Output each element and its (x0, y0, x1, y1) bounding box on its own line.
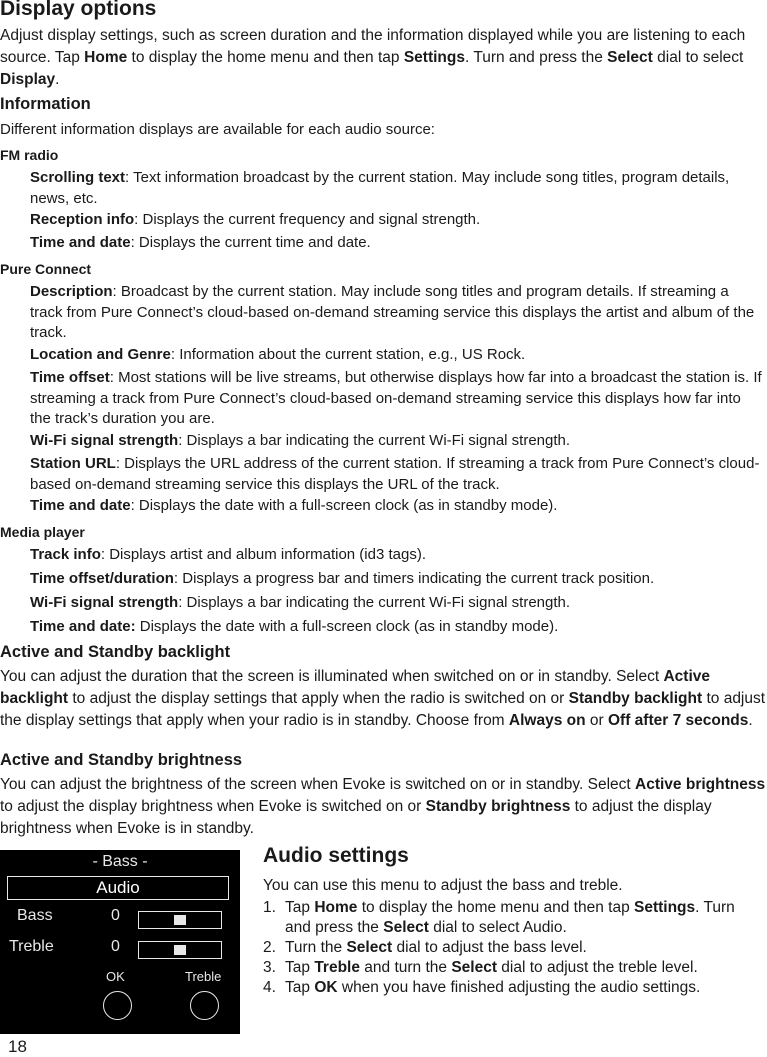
list-item: Location and Genre: Information about the current station, e.g., US Rock. (30, 346, 526, 363)
screen-bass-value: 0 (111, 907, 120, 924)
page-title: Display options (0, 0, 157, 20)
audio-settings-heading: Audio settings (263, 844, 409, 867)
screen-selected-item: Audio (7, 876, 229, 900)
screen-treble-value: 0 (111, 938, 120, 955)
list-item: 1. Tap Home to display the home menu and then tap Settings. Turn and press the Select dial to select Audio. (263, 899, 735, 936)
list-item: Time and date: Displays the date with a full-screen clock (as in standby mode). (30, 497, 558, 514)
information-text: Different information displays are available for each audio source: (0, 121, 435, 138)
screen-left-button-icon (103, 991, 132, 1020)
screen-treble-bar (138, 941, 222, 959)
screen-bass-label: Bass (17, 907, 53, 924)
list-item: Track info: Displays artist and album information (id3 tags). (30, 546, 426, 563)
source-heading-fm: FM radio (0, 147, 59, 163)
screen-treble-label: Treble (9, 938, 54, 955)
source-heading-media-player: Media player (0, 524, 85, 540)
audio-steps-list (263, 898, 763, 998)
information-heading: Information (0, 95, 91, 113)
screen-softkey-ok: OK (106, 969, 125, 984)
page-number: 18 (8, 1037, 27, 1056)
list-item: Description: Broadcast by the current station. May include song titles and program details. If streaming a track from Pure Connect’s cloud-based on-demand streaming service this displays the artist and album of the track. (30, 283, 755, 341)
list-item: Time offset: Most stations will be live streams, but otherwise displays how far into a broadcast the station is. If streaming a track from Pure Connect’s cloud-based on-demand streaming service this displays how far into the track’s duration you are. (30, 369, 762, 427)
list-item: Time and date: Displays the current time and date. (30, 234, 371, 251)
list-item: 4. Tap OK when you have finished adjusting the audio settings. (263, 979, 701, 996)
brightness-paragraph: You can adjust the brightness of the screen when Evoke is switched on or in standby. Select Active brightness to adjust the display brightness when Evoke is switched on or Standby brightness to adjust the display brightness when Evoke is in standby. (0, 776, 766, 837)
list-item: Time and date: Displays the date with a full-screen clock (as in standby mode). (30, 618, 559, 635)
list-item: Wi-Fi signal strength: Displays a bar indicating the current Wi-Fi signal strength. (30, 594, 571, 611)
screen-softkey-treble: Treble (185, 969, 222, 984)
audio-intro: You can use this menu to adjust the bass and treble. (263, 877, 623, 894)
list-item: Time offset/duration: Displays a progress bar and timers indicating the current track position. (30, 570, 655, 587)
radio-display-screenshot (0, 850, 240, 1034)
screen-bass-knob (174, 915, 186, 925)
list-item: Station URL: Displays the URL address of the current station. If streaming a track from Pure Connect’s cloud-based on-demand streaming service this displays the URL of the track. (30, 455, 760, 493)
backlight-heading: Active and Standby backlight (0, 643, 231, 661)
backlight-paragraph: You can adjust the duration that the screen is illuminated when switched on or in standby. Select Active backlight to adjust the display settings that apply when the radio is switched on or Standby backlight to adjust the display settings that apply when your radio is in standby. Choose from Always on or Off after 7 seconds. (0, 668, 766, 729)
screen-right-button-icon (190, 991, 219, 1020)
list-item: Scrolling text: Text information broadcast by the current station. May include song titles, program details, news, etc. (30, 169, 730, 207)
list-item: 3. Tap Treble and turn the Select dial to adjust the treble level. (263, 959, 698, 976)
intro-paragraph: Adjust display settings, such as screen duration and the information displayed while you are listening to each source. Tap Home to display the home menu and then tap Settings. Turn and press the Select dial to select Display. (0, 27, 746, 88)
list-item: Wi-Fi signal strength: Displays a bar indicating the current Wi-Fi signal strength. (30, 432, 571, 449)
list-item: 2. Turn the Select dial to adjust the bass level. (263, 939, 587, 956)
screen-bass-bar (138, 911, 222, 929)
screen-treble-knob (174, 945, 186, 955)
list-item: Reception info: Displays the current frequency and signal strength. (30, 211, 481, 228)
screen-title: - Bass - (92, 853, 148, 870)
source-heading-pure-connect: Pure Connect (0, 261, 92, 277)
brightness-heading: Active and Standby brightness (0, 751, 243, 769)
